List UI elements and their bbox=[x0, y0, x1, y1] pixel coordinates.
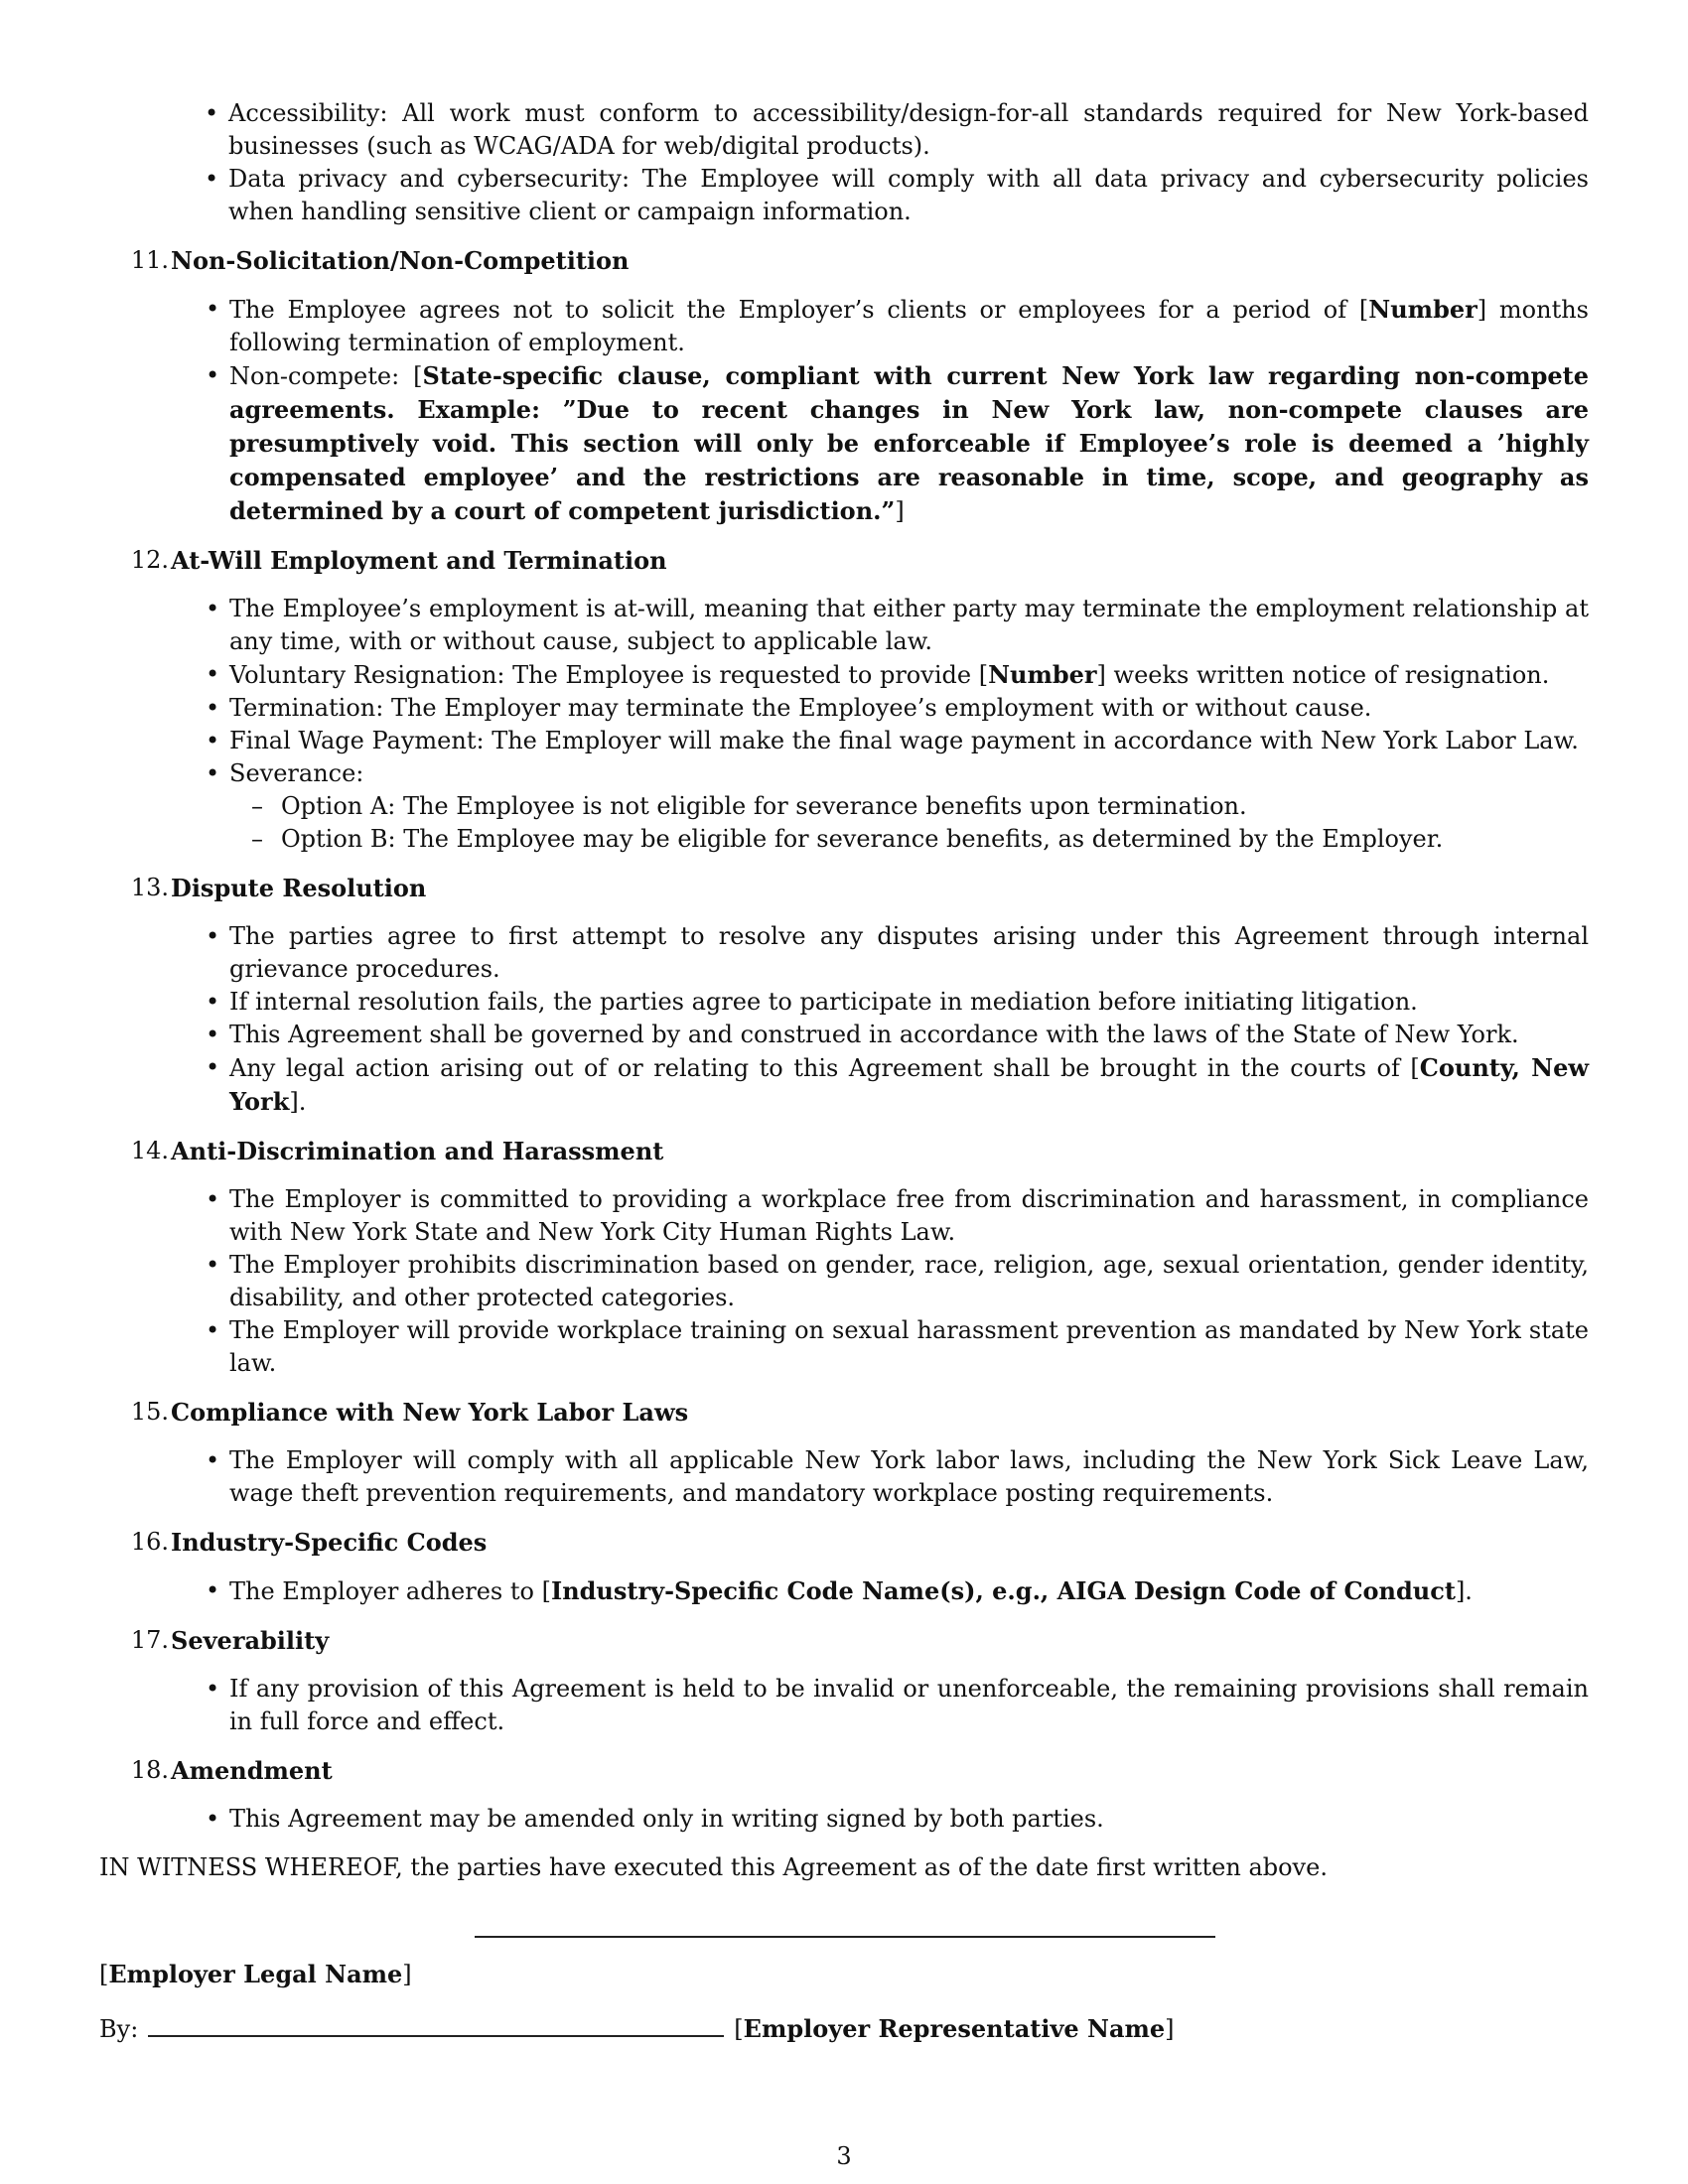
section-number: 16. bbox=[130, 1528, 169, 1556]
section-title: Industry-Specific Codes bbox=[171, 1528, 488, 1557]
list-item: • The parties agree to first attempt to resolve any disputes arising under this Agreement through internal grievance procedures. bbox=[170, 920, 1589, 986]
page-number: 3 bbox=[836, 2142, 852, 2170]
section-11 bbox=[99, 244, 1589, 528]
list-item: • Severance: – Option A: The Employee is not eligible for severance benefits upon termination. – Option B: The Employee may be eligible for severance benefits, as determined by the Employer. bbox=[170, 757, 1589, 856]
section-13 bbox=[99, 872, 1589, 1119]
section-title: Compliance with New York Labor Laws bbox=[171, 1398, 689, 1427]
intro-bullet-list bbox=[169, 97, 1589, 228]
section-16 bbox=[99, 1526, 1589, 1608]
section-14 bbox=[99, 1135, 1589, 1380]
section-number: 11. bbox=[130, 246, 169, 274]
section-18 bbox=[99, 1754, 1589, 1836]
list-item: • This Agreement shall be governed by and construed in accordance with the laws of the State of New York. bbox=[170, 1019, 1589, 1051]
section-title: Amendment bbox=[171, 1756, 333, 1785]
list-item: • Non-compete: [State-specific clause, compliant with current New York law regarding non-compete agreements. Example: ”Due to recent changes in New York law, non-compete clauses are presumptively void. This section will only be enforceable if Employee’s role is deemed a ’highly compensated employee’ and the restrictions are reasonable in time, scope, and geography as determined by a court of competent jurisdiction.”] bbox=[170, 359, 1589, 528]
employer-representative-name: [Employer Representative Name] bbox=[734, 2014, 1175, 2043]
list-item: • The Employer will provide workplace training on sexual harassment prevention as mandated by New York state law. bbox=[170, 1314, 1589, 1380]
section-number: 12. bbox=[130, 546, 169, 574]
section-title: At-Will Employment and Termination bbox=[171, 546, 667, 575]
list-item: • The Employer is committed to providing a workplace free from discrimination and harassment, in compliance with New York State and New York City Human Rights Law. bbox=[170, 1183, 1589, 1249]
section-17 bbox=[99, 1624, 1589, 1738]
list-item: • If internal resolution fails, the parties agree to participate in mediation before initiating litigation. bbox=[170, 986, 1589, 1019]
list-item: • Termination: The Employer may terminate the Employee’s employment with or without cause. bbox=[170, 692, 1589, 725]
section-title: Non-Solicitation/Non-Competition bbox=[171, 246, 630, 275]
section-15 bbox=[99, 1396, 1589, 1510]
section-12 bbox=[99, 544, 1589, 856]
list-item: • If any provision of this Agreement is held to be invalid or unenforceable, the remaining provisions shall remain in full force and effect. bbox=[170, 1673, 1589, 1738]
list-item: • Data privacy and cybersecurity: The Employee will comply with all data privacy and cybersecurity policies when handling sensitive client or campaign information. bbox=[169, 163, 1589, 228]
section-number: 15. bbox=[130, 1398, 169, 1426]
list-item: • This Agreement may be amended only in writing signed by both parties. bbox=[170, 1803, 1589, 1836]
list-item: • The Employer will comply with all applicable New York labor laws, including the New York Sick Leave Law, wage theft prevention requirements, and mandatory workplace posting requirements. bbox=[170, 1444, 1589, 1510]
witness-statement: IN WITNESS WHEREOF, the parties have executed this Agreement as of the date first written above. bbox=[99, 1853, 1328, 1881]
section-number: 17. bbox=[130, 1626, 169, 1654]
list-item: • Any legal action arising out of or relating to this Agreement shall be brought in the courts of [County, New York]. bbox=[170, 1051, 1589, 1119]
by-label: By: bbox=[99, 2015, 139, 2043]
section-title: Dispute Resolution bbox=[171, 874, 427, 902]
signature-line bbox=[475, 1936, 1215, 1938]
list-item: • The Employer prohibits discrimination based on gender, race, religion, age, sexual orientation, gender identity, disability, and other protected categories. bbox=[170, 1249, 1589, 1314]
employer-legal-name: [Employer Legal Name] bbox=[99, 1960, 412, 1988]
signature-by-row bbox=[99, 2009, 1175, 2043]
severance-options bbox=[229, 790, 1589, 856]
list-item: • The Employee’s employment is at-will, meaning that either party may terminate the employment relationship at any time, with or without cause, subject to applicable law. bbox=[170, 593, 1589, 658]
section-number: 18. bbox=[130, 1756, 169, 1784]
section-title: Severability bbox=[171, 1626, 330, 1655]
list-item: • Final Wage Payment: The Employer will make the final wage payment in accordance with New York Labor Law. bbox=[170, 725, 1589, 757]
section-number: 14. bbox=[130, 1137, 169, 1164]
option-b: – Option B: The Employee may be eligible for severance benefits, as determined by the Employer. bbox=[229, 823, 1589, 856]
by-signature-line bbox=[148, 2009, 724, 2037]
list-item: • Accessibility: All work must conform to accessibility/design-for-all standards required for New York-based businesses (such as WCAG/ADA for web/digital products). bbox=[169, 97, 1589, 163]
option-a: – Option A: The Employee is not eligible for severance benefits upon termination. bbox=[229, 790, 1589, 823]
section-number: 13. bbox=[130, 874, 169, 901]
section-title: Anti-Discrimination and Harassment bbox=[171, 1137, 664, 1165]
list-item: • The Employer adheres to [Industry-Specific Code Name(s), e.g., AIGA Design Code of Conduct]. bbox=[170, 1574, 1589, 1608]
list-item: • Voluntary Resignation: The Employee is requested to provide [Number] weeks written notice of resignation. bbox=[170, 658, 1589, 692]
list-item: • The Employee agrees not to solicit the Employer’s clients or employees for a period of [Number] months following termination of employment. bbox=[170, 293, 1589, 359]
document-body bbox=[99, 97, 1589, 1884]
